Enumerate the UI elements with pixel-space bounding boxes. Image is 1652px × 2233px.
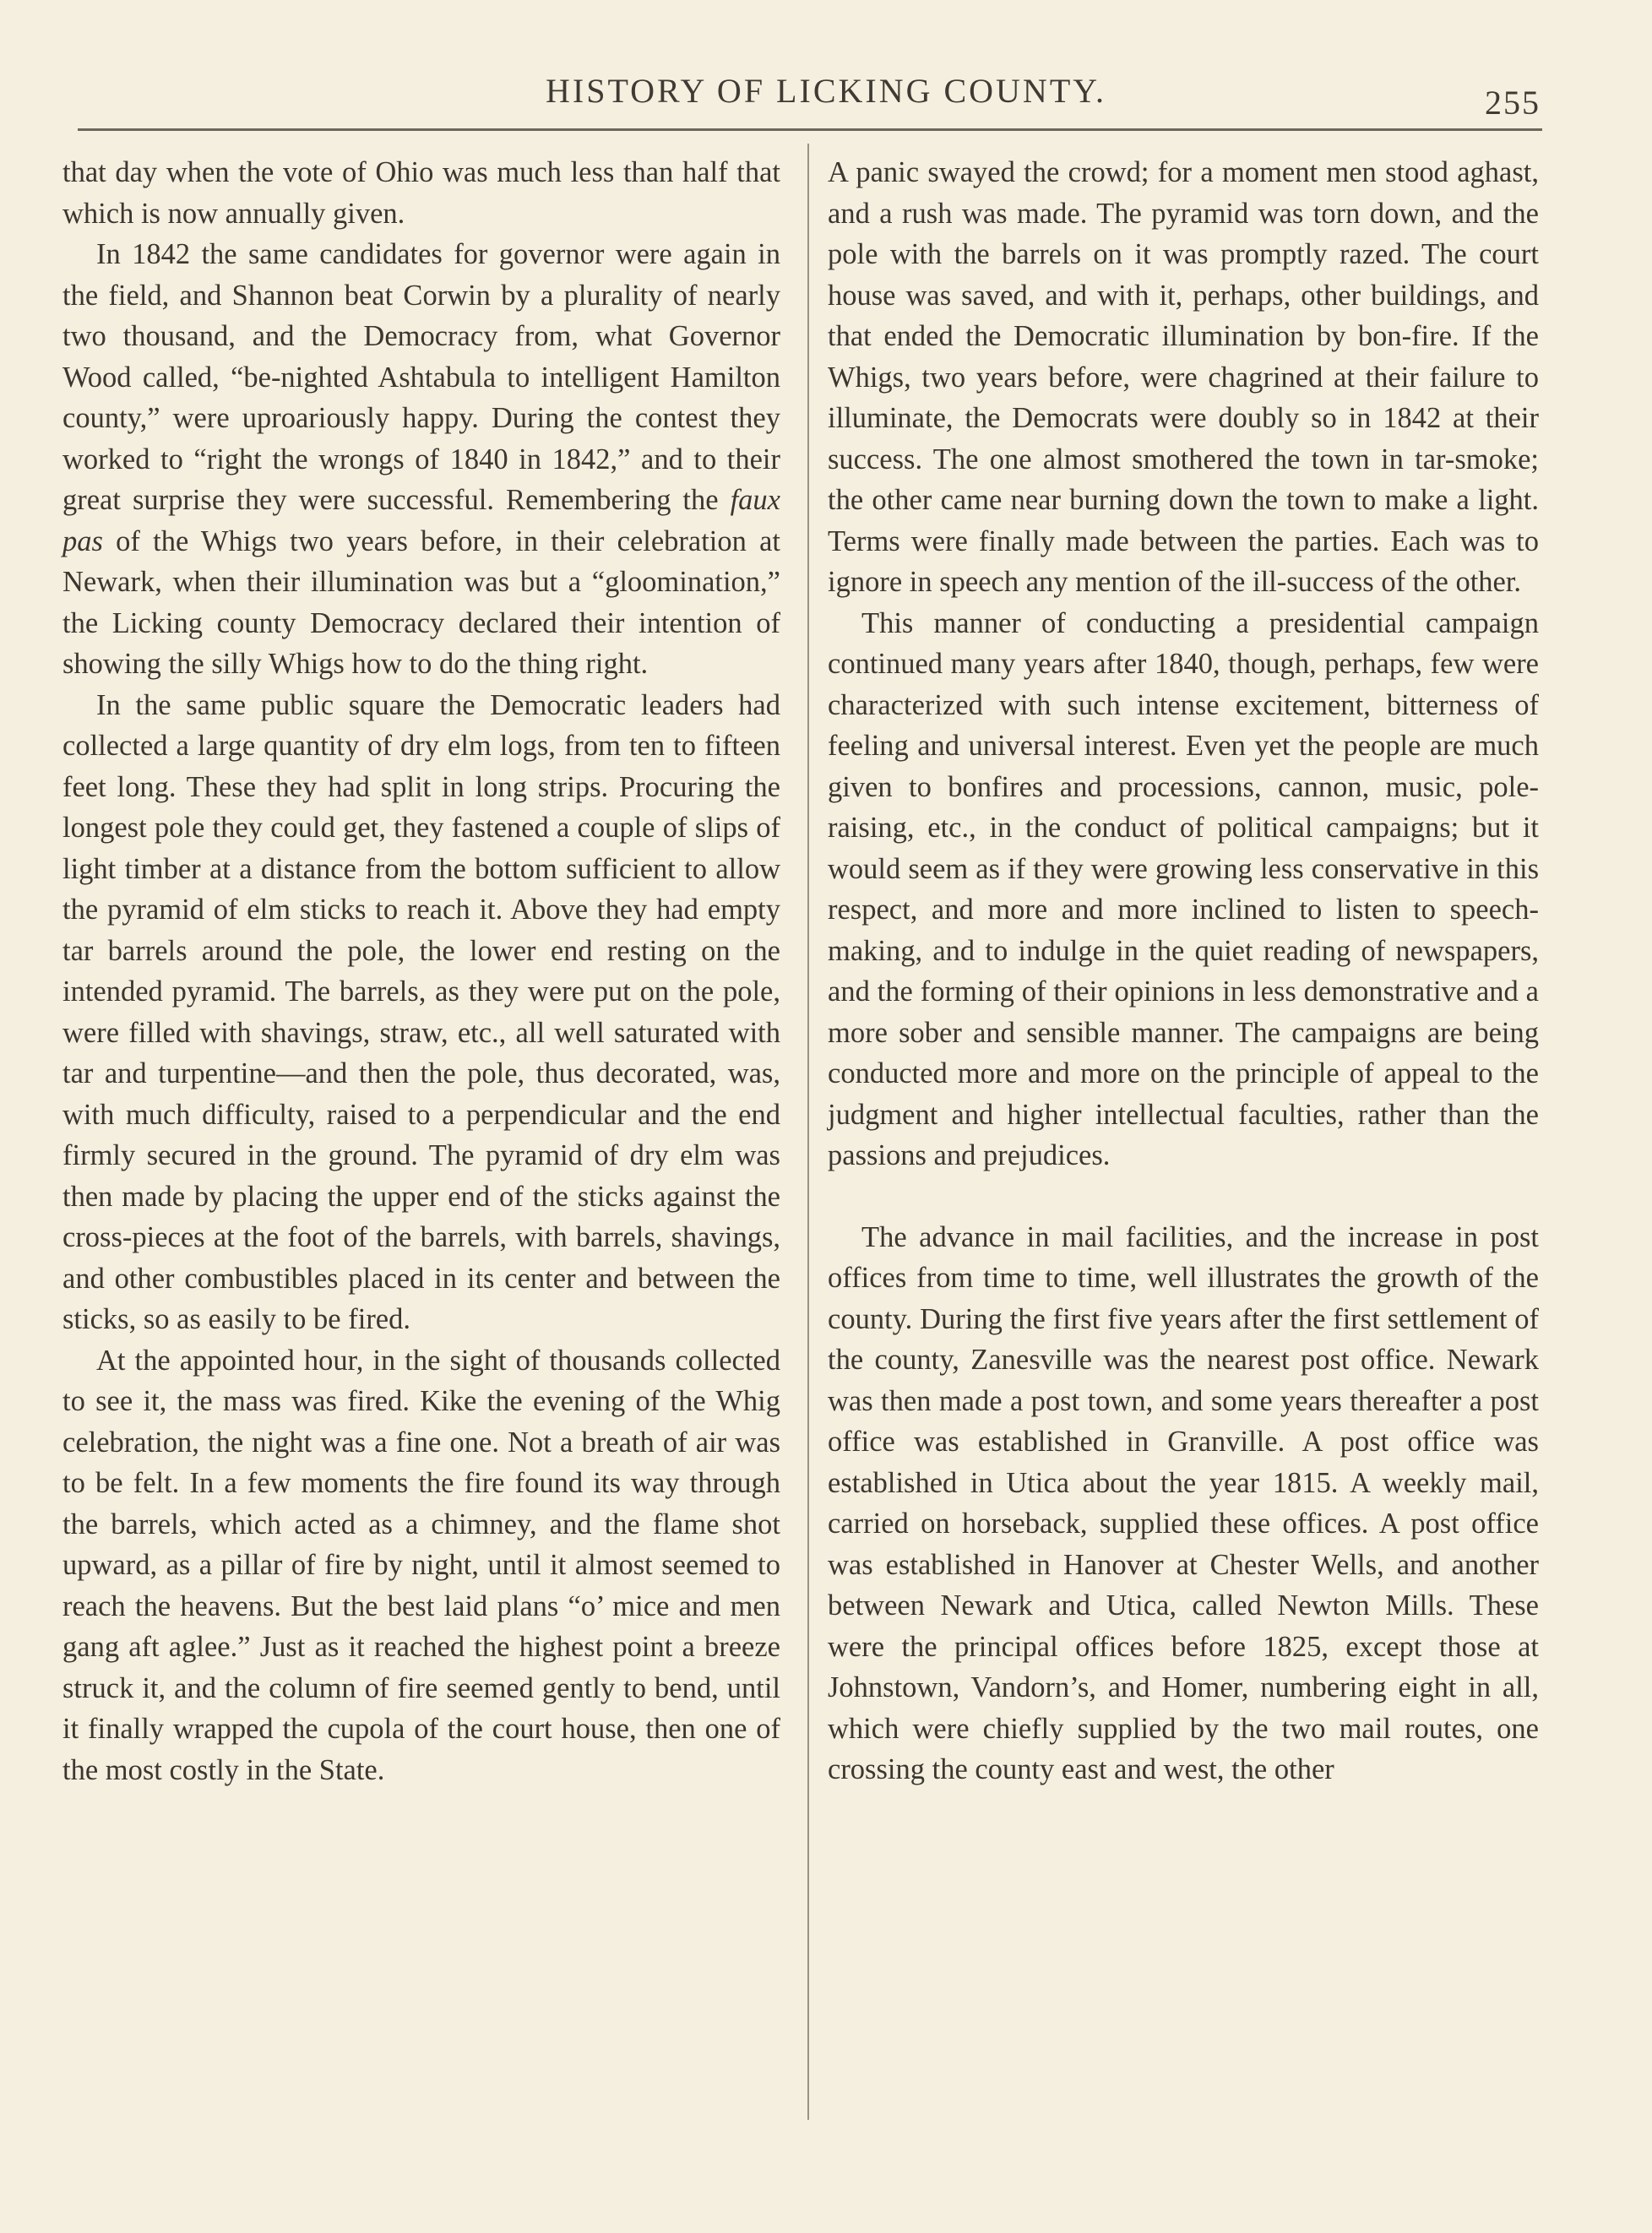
paragraph-text-rest: of the Whigs two years before, in their celebration at Newark, when their illumination was but a “gloomination,” the Licking county Democracy declared their intention of showing the silly Whigs how to do the thing right. [62,524,781,680]
header-rule [78,128,1542,131]
running-head-title: HISTORY OF LICKING COUNTY. [546,72,1106,110]
paragraph-text: In 1842 the same candidates for governor were again in the field, and Shannon beat Corwin by a plurality of nearly two thousand, and the Democracy from, what Governor Wood called, “be-nighted Ashtabula to intelligent Hamilton county,” were uproariously happy. During the contest they worked to “right the wrongs of 1840 in 1842,” and to their great surprise they were successful. Remembering the [62,238,780,516]
italic-phrase: faux pas [62,484,780,557]
paragraph-continued: that day when the vote of Ohio was much less than half that which is now annually given. [62,156,780,230]
paragraph-mail: The advance in mail facilities, and the increase in post offices from time to time, well illustrates the growth of the county. During the first five years after the first settlement of the county, Zanesville was the nearest post office. Newark was then made a post town, and some years thereafter a post office was established in Granville. A post office was established in Utica about the year 1815. A weekly mail, carried on horseback, supplied these offices. A post office was established in Hanover at Chester Wells, and another between Newark and Utica, called Newton Mills. These were the principal offices before 1825, except those at Johnstown, Vandorn’s, and Homer, numbering eight in all, which were chiefly supplied by the two mail routes, one crossing the county east and west, the other [828,1220,1539,1785]
left-text-column [62,152,780,1790]
column-divider [807,144,809,2120]
paragraph-panic: A panic swayed the crowd; for a moment men stood aghast, and a rush was made. The pyramid was torn down, and the pole with the barrels on it was promptly razed. The court house was saved, and with it, perhaps, other buildings, and that ended the Democratic illumination by bon-fire. If the Whigs, two years before, were chagrined at their failure to illuminate, the Democrats were doubly so in 1842 at their success. The one almost smothered the town in tar-smoke; the other came near burning down the town to make a light. Terms were finally made between the parties. Each was to ignore in speech any mention of the ill-success of the other. [828,156,1539,598]
paragraph-pyramid: In the same public square the Democratic leaders had collected a large quantity of dry elm logs, from ten to fifteen feet long. These they had split in long strips. Procuring the longest pole they could get, they fastened a couple of slips of light timber at a distance from the bottom sufficient to allow the pyramid of elm sticks to reach it. Above they had empty tar barrels around the pole, the lower end resting on the intended pyramid. The barrels, as they were put on the pole, were filled with shavings, straw, etc., all well saturated with tar and turpentine—and then the pole, thus decorated, was, with much difficulty, raised to a perpendicular and the end firmly secured in the ground. The pyramid of dry elm was then made by placing the upper end of the sticks against the cross-pieces at the foot of the barrels, with barrels, shavings, and other combustibles placed in its center and between the sticks, so as easily to be fired. [62,688,780,1335]
right-text-column [828,152,1539,1790]
paragraph-1842-election [62,234,780,685]
paragraph-fire: At the appointed hour, in the sight of thousands collected to see it, the mass was fired. Kike the evening of the Whig celebration, the night was a fine one. Not a breath of air was to be felt. In a few moments the fire found its way through the barrels, which acted as a chimney, and the flame shot upward, as a pillar of fire by night, until it almost seemed to reach the heavens. But the best laid plans “o’ mice and men gang aft aglee.” Just as it reached the highest point a breeze struck it, and the column of fire seemed gently to bend, until it finally wrapped the cupola of the court house, then one of the most costly in the State. [62,1344,780,1786]
page-number: 255 [1485,84,1541,122]
paragraph-campaigns: This manner of conducting a presidential campaign continued many years after 1840, though, perhaps, few were characterized with such intense excitement, bitterness of feeling and universal interest. Even yet the people are much given to bonfires and processions, cannon, music, pole-raising, etc., in the conduct of political campaigns; but it would seem as if they were growing less conservative in this respect, and more and more inclined to listen to speech-making, and to indulge in the quiet reading of newspapers, and the forming of their opinions in less demonstrative and a more sober and sensible manner. The campaigns are being conducted more and more on the principle of appeal to the judgment and higher intellectual faculties, rather than the passions and prejudices. [828,606,1539,1171]
